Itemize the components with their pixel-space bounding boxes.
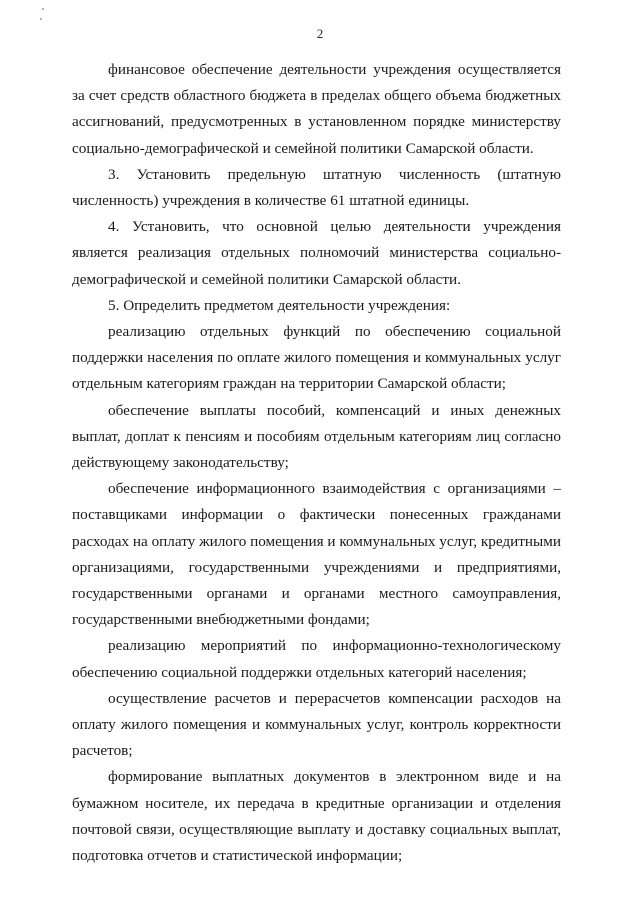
paragraph-payments: обеспечение выплаты пособий, компенсаций и иных денежных выплат, доплат к пенсиям и пособиям отдельным категориям лиц согласно действующему законодательству; xyxy=(72,401,561,472)
paragraph-calculations: осуществление расчетов и перерасчетов компенсации расходов на оплату жилого помещения и коммунальных услуг, контроль корректности расчетов; xyxy=(72,689,561,760)
paragraph-subject-heading: 5. Определить предметом деятельности учреждения: xyxy=(108,296,451,314)
paragraph-main-goal: 4. Установить, что основной целью деятельности учреждения является реализация отдельных полномочий министерства социально-демографической и семейной политики Самарской области. xyxy=(72,218,561,288)
paragraph-payment-documents: формирование выплатных документов в электронном виде и на бумажном носителе, их передача в кредитные организации и отделения почтовой связи, осуществляющие выплату и доставку социальных выплат, подготовка отчетов и статистической информации; xyxy=(72,768,561,865)
paragraph-info-exchange: обеспечение информационного взаимодействия с организациями – поставщиками информации о фактически понесенных гражданами расходах на оплату жилого помещения и коммунальных услуг, кредитными организациями, государственными учреждениями и предприятиями, государственными органами и органами местного самоуправления, государственными внебюджетными фондами; xyxy=(72,480,561,629)
scan-artifact-marks xyxy=(40,8,52,22)
page-number: 2 xyxy=(316,26,324,41)
paragraph-it-support: реализацию мероприятий по информационно-технологическому обеспечению социальной поддержки отдельных категорий населения; xyxy=(72,637,561,681)
paragraph-social-support: реализацию отдельных функций по обеспечению социальной поддержки населения по оплате жилого помещения и коммунальных услуг отдельным категориям граждан на территории Самарской области; xyxy=(72,323,561,393)
paragraph-staff-count: 3. Установить предельную штатную численность (штатную численность) учреждения в количестве 61 штатной единицы. xyxy=(72,165,561,210)
document-body xyxy=(72,57,561,869)
paragraph-funding: финансовое обеспечение деятельности учреждения осуществляется за счет средств областного бюджета в пределах общего объема бюджетных ассигнований, предусмотренных в установленном порядке министерству социально-демографической и семейной политики Самарской области. xyxy=(72,61,561,157)
